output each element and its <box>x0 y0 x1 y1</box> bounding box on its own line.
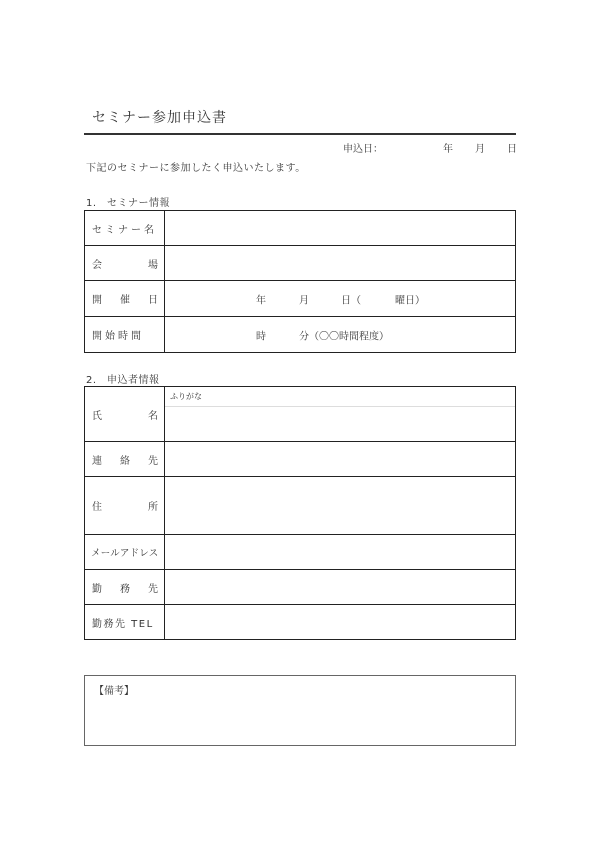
event-date-label-char-2: 催 <box>120 295 130 306</box>
workplace-tel-field[interactable] <box>165 605 516 640</box>
contact-label-char-1: 連 <box>92 455 102 467</box>
name-label-char-2: 名 <box>148 410 158 422</box>
seminar-name-label: セミナー名 <box>92 224 157 236</box>
contact-field[interactable] <box>165 442 516 477</box>
application-date-month: 月 <box>475 144 485 155</box>
event-date-label-char-1: 開 <box>92 295 102 306</box>
event-date-day: 日（ <box>341 295 361 306</box>
title-underline <box>84 133 516 135</box>
start-time-row <box>85 317 516 353</box>
application-date-day: 日 <box>507 144 517 155</box>
email-label-cell <box>85 535 165 570</box>
intro-text: 下記のセミナーに参加したく申込いたします。 <box>86 163 306 174</box>
start-time-label-cell <box>85 317 165 353</box>
name-label-char-1: 氏 <box>92 410 102 422</box>
event-date-label-cell <box>85 281 165 317</box>
address-label-char-2: 所 <box>148 502 158 513</box>
event-date-label-char-3: 日 <box>148 295 158 306</box>
name-label-cell <box>85 387 165 442</box>
event-date-row <box>85 281 516 317</box>
email-label: メールアドレス <box>91 548 159 559</box>
remarks-label: 【備考】 <box>94 686 134 697</box>
name-field[interactable] <box>165 387 516 442</box>
section-seminar-heading: 1. セミナー情報 <box>86 198 171 209</box>
workplace-tel-row <box>85 605 516 640</box>
start-time-label: 開始時間 <box>92 331 144 342</box>
workplace-label-char-2: 務 <box>120 583 130 595</box>
workplace-field[interactable] <box>165 570 516 605</box>
venue-label-char-2: 場 <box>148 259 158 271</box>
page-title: セミナー参加申込書 <box>92 110 227 126</box>
furigana-field[interactable] <box>165 387 515 407</box>
event-date-field[interactable] <box>165 281 516 317</box>
contact-row <box>85 442 516 477</box>
application-date-label: 申込日： <box>343 144 383 155</box>
application-date-year: 年 <box>443 144 453 155</box>
venue-row <box>85 246 516 281</box>
contact-label-cell <box>85 442 165 477</box>
address-field[interactable] <box>165 477 516 535</box>
email-field[interactable] <box>165 535 516 570</box>
address-row <box>85 477 516 535</box>
event-date-year: 年 <box>256 295 266 306</box>
contact-label-char-3: 先 <box>148 455 158 467</box>
seminar-name-label-cell <box>85 211 165 246</box>
workplace-tel-label: 勤務先 TEL <box>92 618 154 630</box>
furigana-label: ふりがな <box>170 392 202 401</box>
remarks-box[interactable] <box>84 675 516 746</box>
applicant-info-table <box>84 386 516 640</box>
event-date-month: 月 <box>299 295 309 306</box>
start-time-minute: 分（〇〇時間程度） <box>299 331 389 342</box>
venue-label-cell <box>85 246 165 281</box>
venue-label-char-1: 会 <box>92 259 102 271</box>
name-row <box>85 387 516 442</box>
seminar-info-table <box>84 210 516 353</box>
start-time-hour: 時 <box>256 331 266 342</box>
seminar-name-field[interactable] <box>165 211 516 246</box>
address-label-char-1: 住 <box>92 502 102 513</box>
seminar-name-row <box>85 211 516 246</box>
contact-label-char-2: 絡 <box>120 455 130 467</box>
email-row <box>85 535 516 570</box>
workplace-row <box>85 570 516 605</box>
address-label-cell <box>85 477 165 535</box>
start-time-field[interactable] <box>165 317 516 353</box>
event-date-weekday: 曜日） <box>395 295 425 306</box>
section-applicant-heading: 2. 申込者情報 <box>86 375 160 386</box>
workplace-label-char-3: 先 <box>148 583 158 595</box>
venue-field[interactable] <box>165 246 516 281</box>
workplace-label-cell <box>85 570 165 605</box>
workplace-label-char-1: 勤 <box>92 583 102 595</box>
workplace-tel-label-cell <box>85 605 165 640</box>
